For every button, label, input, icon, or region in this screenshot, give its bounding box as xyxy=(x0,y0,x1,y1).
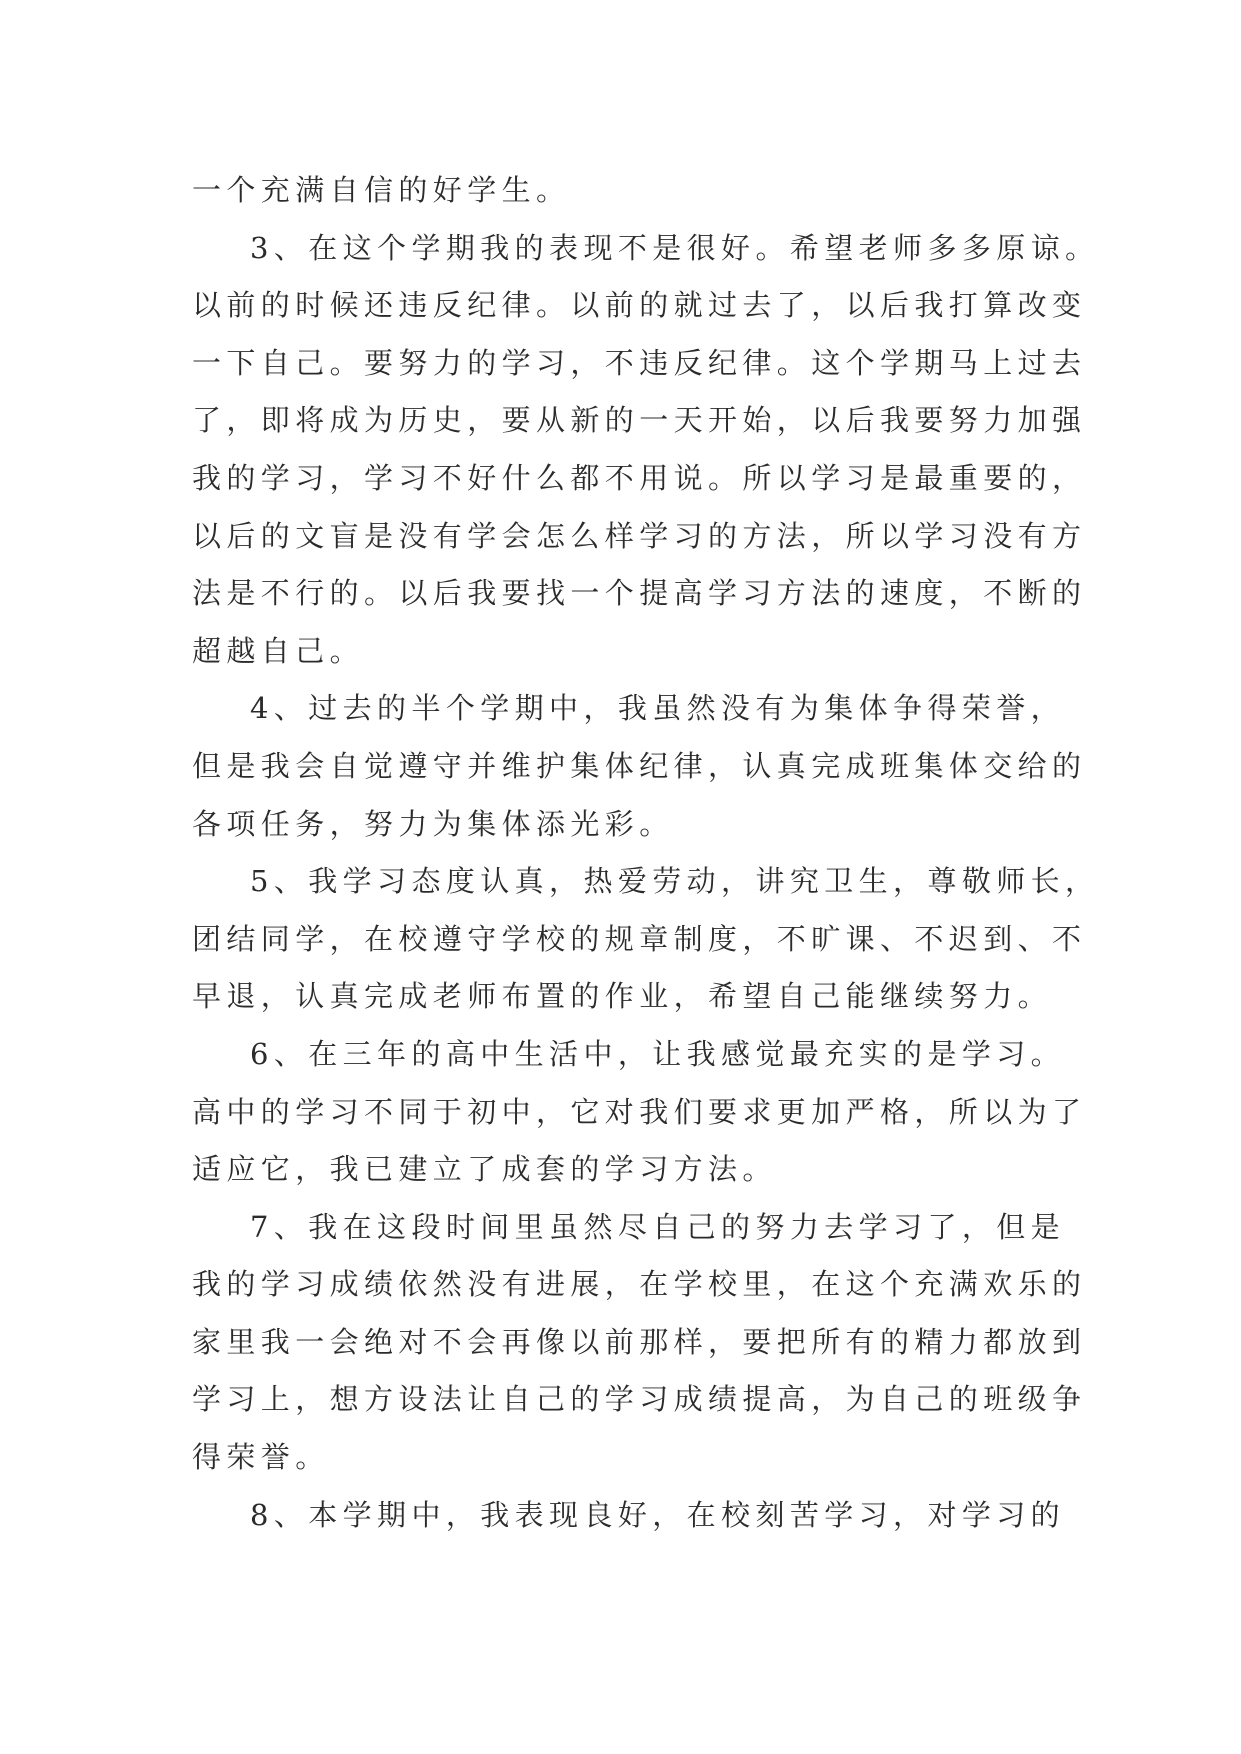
text-line: 一下自己。要努力的学习，不违反纪律。这个学期马上过去 xyxy=(192,345,1087,380)
text-line: 团结同学，在校遵守学校的规章制度，不旷课、不迟到、不 xyxy=(192,921,1087,956)
paragraph-4-start: 4、过去的半个学期中，我虽然没有为集体争得荣誉， xyxy=(250,691,1066,726)
text-line: 学习上，想方设法让自己的学习成绩提高，为自己的班级争 xyxy=(192,1382,1087,1417)
paragraph-7-start: 7、我在这段时间里虽然尽自己的努力去学习了，但是 xyxy=(250,1209,1066,1244)
text-line: 得荣誉。 xyxy=(192,1440,330,1475)
text-line: 高中的学习不同于初中，它对我们要求更加严格，所以为了 xyxy=(192,1094,1087,1129)
text-line: 一个充满自信的好学生。 xyxy=(192,173,571,207)
text-line: 适应它，我已建立了成套的学习方法。 xyxy=(192,1152,777,1187)
paragraph-8-start: 8、本学期中，我表现良好，在校刻苦学习，对学习的 xyxy=(250,1497,1066,1532)
text-line: 超越自己。 xyxy=(192,633,365,668)
text-line: 我的学习成绩依然没有进展，在学校里，在这个充满欢乐的 xyxy=(192,1267,1087,1302)
paragraph-6-start: 6、在三年的高中生活中，让我感觉最充实的是学习。 xyxy=(250,1036,1066,1071)
paragraph-3-start: 3、在这个学期我的表现不是很好。希望老师多多原谅。 xyxy=(250,230,1100,265)
text-line: 以后的文盲是没有学会怎么样学习的方法，所以学习没有方 xyxy=(192,518,1087,553)
text-line: 以前的时候还违反纪律。以前的就过去了，以后我打算改变 xyxy=(192,288,1087,323)
paragraph-5-start: 5、我学习态度认真，热爱劳动，讲究卫生，尊敬师长， xyxy=(250,864,1100,899)
text-line: 但是我会自觉遵守并维护集体纪律，认真完成班集体交给的 xyxy=(192,748,1087,783)
text-line: 了，即将成为历史，要从新的一天开始，以后我要努力加强 xyxy=(192,403,1087,438)
text-line: 我的学习，学习不好什么都不用说。所以学习是最重要的， xyxy=(192,460,1087,495)
text-line: 早退，认真完成老师布置的作业，希望自己能继续努力。 xyxy=(192,979,1053,1014)
text-line: 家里我一会绝对不会再像以前那样，要把所有的精力都放到 xyxy=(192,1324,1087,1359)
text-line: 各项任务，努力为集体添光彩。 xyxy=(192,806,674,841)
document-body xyxy=(192,162,1100,1544)
text-line: 法是不行的。以后我要找一个提高学习方法的速度，不断的 xyxy=(192,576,1087,611)
